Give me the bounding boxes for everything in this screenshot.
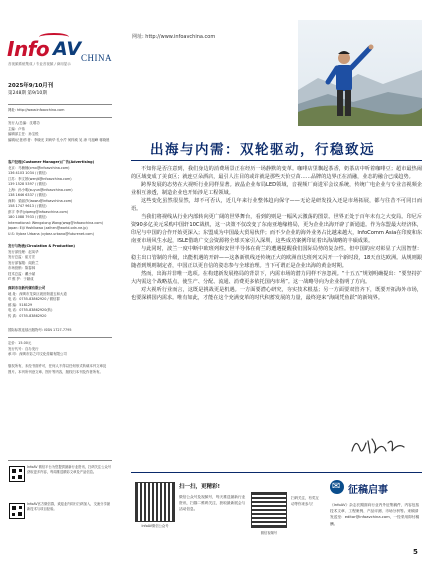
logo-tagline: 音视频系统集成 / 专业音视频 / 商用显示 — [8, 62, 71, 66]
distributor: 发行代号：自办发行 — [8, 346, 39, 351]
ads-line: 北京：马楠楠(cmx@infoavchina.com) — [8, 165, 70, 170]
issue-date: 2025年9/10月刊 — [8, 83, 54, 89]
distribution-line: 发行总监：崔方宏 — [8, 255, 36, 259]
wechat-qr-caption: InfoAV微信公众号 — [141, 524, 169, 528]
mail-icon — [330, 480, 344, 494]
logo-av: AV — [53, 38, 82, 60]
ads-line: 深圳：梁丽莎(laowu@infoavchina.com) — [8, 198, 73, 203]
website-url[interactable]: http://www.infoavchina.com — [145, 34, 216, 40]
website-line — [8, 108, 114, 114]
ads-line: 江苏：李文婷(wenjt@infoavchina.com) — [8, 176, 72, 181]
issue-number: 第248期 第9/10期 — [8, 91, 47, 96]
company-line: 邮 编：518129 — [8, 302, 33, 307]
staff-list — [8, 121, 114, 143]
ads-line: International: Wengxiong Wang(wwg@infoavchina.com) — [8, 220, 103, 225]
editorial-staff: 编辑/记者/作者：李晓光 刘尚华 孔小芹 何梓威 吴 涛 马旭峰 蒋晓晨 — [8, 137, 110, 142]
page-number: 5 — [413, 548, 418, 556]
distribution-line: 发行部客服：阎欣兰 — [8, 260, 39, 265]
call-for-papers-text: 《InfoAV》杂志长期面向行业内外征集稿件，内容包括技术文章、工程案例、产品评测、市场分析等。来稿请发送至：editor@infoavchina.com，一经采用即付稿酬。 — [330, 503, 420, 526]
company-line: 传 真：0755-83862920 — [8, 313, 47, 318]
paragraph: 这些变化虽然很显然，却不可否认，近几年来行业整体趋向保守——无论是研发投入还是市场拓展，都与往昔不可同日而语。 — [131, 198, 422, 213]
company-line: 地 址：深圳市龙岗区坂田街道五和大道 — [8, 291, 67, 296]
ads-section — [8, 160, 114, 237]
ads-line: 139 1528 5397 / (微信) — [8, 182, 47, 186]
wechat-qr-code-icon[interactable] — [135, 482, 175, 522]
paragraph: 对大视听行业而言，这既是挑战更是机遇。一方面要潜心研究，夯实技术根基；另一方面要双管齐下，既要开拓海外市场，也要深耕国内需求。唯有如此，才能在这个充满变革的时代积蓄发展的力量，最终迎来“海阔凭鱼跃”的新境界。 — [131, 286, 422, 301]
printer: 承 印：深圳市彩之印文化传媒有限公司 — [8, 352, 67, 356]
divider — [8, 337, 112, 338]
group-qr-icon — [9, 503, 25, 519]
qr-description-1: InfoAV 微信平台为您提供最新行业资讯，扫码关注公众号获取更多内容，每周推送精彩文章及产品信息。 — [27, 465, 112, 475]
wechat-promo-title: 扫一扫，更精彩! — [179, 484, 221, 490]
paragraph: 不知你是否注意到，我们身边的消费场景正在经历一场静默的变革。咖啡店里飘起茶香，奶茶店中听着咖啡豆；超市最热闹的区域变成了美食区；就连豆朵酒店，最引人注目的或许就是那些天价豆苗……品牌的边界正在消融，业态的融合已成趋势。 — [131, 166, 422, 181]
footer-rule — [131, 472, 422, 473]
issue-info — [8, 82, 53, 98]
wechat-qr-icon — [9, 466, 25, 482]
editor-director: 编辑部主任：孙宝悦 — [8, 132, 39, 136]
website-label: 网址: — [132, 34, 144, 40]
divider — [8, 104, 112, 105]
masthead-column — [0, 0, 118, 568]
chief-editor: 主编：卢伟 — [8, 126, 25, 131]
distribution-line: 技术总监：戴小斌 — [8, 271, 36, 276]
distribution-line: 发行部经理：赵凤华 — [8, 249, 39, 254]
headline-rule — [131, 160, 422, 161]
publisher: 发行人/总编：沈增功 — [8, 121, 40, 125]
editor-signature — [348, 433, 408, 459]
distribution-heading: 发行与物流(Circulation & Production) — [8, 244, 75, 248]
ads-line: 136 4103 1034 / (微信) — [8, 171, 47, 175]
ads-line: 彭宇 李华(yipeng@infoavchina.com) — [8, 209, 69, 214]
paragraph: 然而，出海并非唯一选项。在构建新发展格局的背景下，内需市场的潜力同样不容忽视。“十五五”规划明确提出：“要坚持扩大内需这个战略基点，使生产、分配、流通、消费更多依托国内市场”。这一战略导向为企业指明了方向。 — [131, 270, 422, 285]
company-section — [8, 286, 114, 319]
issn: 国际标准连续出版物号: ISSN 1727-7795 — [8, 328, 72, 332]
pricing-section — [8, 341, 114, 358]
wechat-promo-box — [131, 478, 321, 558]
legal-notice: 版权所有，未经书面许可，任何人不得以任何形式转载本刊文章及图片。本刊所刊登文章、图片等内容，版权归本刊及作者所有。 — [8, 364, 107, 374]
company-line: 电 话：0755-83862920 / 微信群 — [8, 297, 60, 301]
article-body — [131, 165, 422, 302]
video-qr-caption: 微信视频号 — [260, 531, 278, 535]
distribution-section — [8, 244, 114, 283]
divider — [8, 117, 112, 118]
ads-line: 上海：孙小明(suyun@infoavchina.com) — [8, 187, 73, 192]
wechat-promo-text: 微信公众号及视频号，每天推送最新行业资讯，扫描二维码关注，获取最新展会与活动信息。 — [179, 495, 246, 511]
article-headline: 出海与内需：双轮驱动，行稳致远 — [150, 142, 375, 158]
call-for-papers-title: 征稿启事 — [348, 485, 388, 496]
ads-line: 180 1088 7933 / (微信) — [8, 215, 47, 219]
price: 定价：15.00元 — [8, 341, 32, 345]
call-for-papers-box — [330, 478, 422, 558]
ads-line: 158 1747 9613 / (微信) — [8, 204, 47, 208]
paragraph: 当我们将视线从行业内部转向更广阔的世界舞台，看到的则是一幅风云激荡的图景。世界正处于百年未有之大变局。印尼斥资90多亿美元采购中国轩10C战机，这一决策不仅改变了东南亚地缘格局，更为企业出海开辟了新通道。作为东盟最大经济体，印尼与中国的合作开始更深入；东盟成为中国最大贸易伙伴；而不少企业的海外业务占比越来越大，InfoComm Asia在印度和东南亚市场风生水起，ISLE借助广交会资源将全球买家引入深圳，这些成功案例印证着出海战略的丰硕成果。 — [131, 214, 422, 245]
company-heading: 深圳市谷新传媒有限公司 — [8, 286, 46, 290]
magazine-logo — [7, 33, 117, 73]
website-url[interactable]: http://www.infoavchina.com — [17, 108, 65, 112]
ads-line: Japan: Eiji Yoshikawa (zaihen@world.odn.ne.jp) — [8, 226, 88, 230]
editor-photo — [298, 20, 422, 126]
ads-line: U.S: Vybez Urbana (vybez.urbana@futurenet.com) — [8, 231, 94, 236]
divider — [8, 460, 112, 461]
distribution-line: IT 维 护：于颖成 — [8, 277, 34, 281]
wechat-promo-extra: 扫码关注，有奖互动等你来参与！ — [291, 496, 319, 506]
logo-china: CHINA — [81, 53, 112, 63]
video-qr-code-icon[interactable] — [251, 492, 287, 528]
paragraph: 跨界发展的态势在大视听行业同样显著。液晶企业布局LED领域，音视频厂商进军会议系统，传统广电企业与专业音视频企业相互渗透，制造企业也开始涉足工程领域。 — [131, 182, 422, 197]
qr-description-2: InfoAV官方微信群，欢迎业内同行扫码加入，交流分享最新技术与项目经验。 — [27, 502, 111, 512]
paragraph: 与此同时，波兰一度中断中欧班列和安世半导体在荷兰的遭遇提醒我们国际局势的复杂性。但中国的应对彰显了大国智慧：稳主出口管制的升级，出能机遇的开辟——这条新机线还传统正大的欧洲直达班列又闪开一个新时段，18天直达欧洲。从规则跟随者到规则制定者，中国正以更自信的姿态参与全球治理。当下可谓正是企业出海的黄金时期。 — [131, 246, 422, 269]
ads-heading: 客户经理(Customer Manager)/广告(Advertising) — [8, 160, 95, 164]
distribution-line: 市场营销：陈春林 — [8, 266, 36, 270]
header-website — [132, 33, 215, 40]
editor-photo-illustration — [298, 20, 422, 126]
company-line: 电 话：0755-83862920(转) — [8, 308, 53, 312]
logo-info: Info — [7, 37, 50, 61]
website-label: 网址: — [8, 108, 16, 112]
ads-line: 138 1646 6337 / (微信) — [8, 193, 47, 197]
